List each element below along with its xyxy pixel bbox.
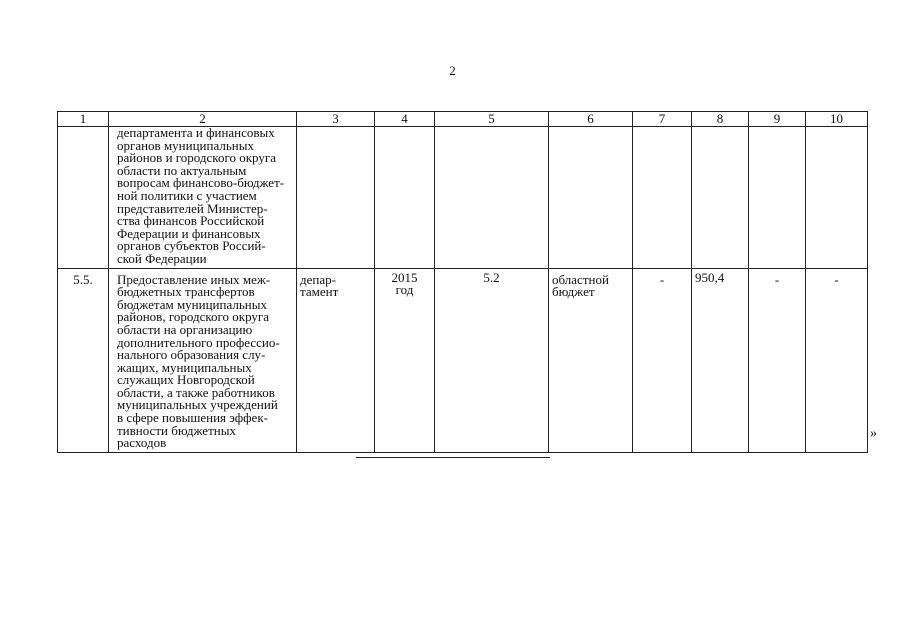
table-row: [58, 127, 868, 269]
amount-cell-7: -: [633, 268, 692, 452]
row-number-cell: 5.5.: [58, 268, 109, 452]
period-cell: 2015 год: [375, 268, 435, 452]
amount-cell-10: [806, 127, 868, 269]
executor-cell: депар- тамент: [297, 268, 375, 452]
page-number: 2: [449, 63, 456, 78]
header-cell-7: 7: [633, 112, 692, 127]
closing-quote: »: [870, 426, 877, 441]
amount-cell-9: -: [749, 268, 806, 452]
description-cell: департамента и финансовых органов муниципальных районов и городского округа области по актуальным вопросам финансово-бюджет- ной политики с участием представителей Министер- ства финансов Российской Федерации и финансовых органов субъектов Россий- ской Федерации: [109, 127, 297, 269]
header-cell-6: 6: [549, 112, 633, 127]
amount-cell-8: [692, 127, 749, 269]
amount-cell-7: [633, 127, 692, 269]
row-number-cell: [58, 127, 109, 269]
amount-cell-8: 950,4: [692, 268, 749, 452]
header-cell-4: 4: [375, 112, 435, 127]
header-cell-8: 8: [692, 112, 749, 127]
program-table: [57, 111, 868, 453]
period-cell: [375, 127, 435, 269]
amount-cell-9: [749, 127, 806, 269]
amount-cell-10: -: [806, 268, 868, 452]
description-cell: Предоставление иных меж- бюджетных трансфертов бюджетам муниципальных районов, городского округа области на организацию дополнительного профессио- нального образования слу- жащих, муниципальных служащих Новгородской области, а также работников муниципальных учреждений в сфере повышения эффек- тивности бюджетных расходов: [109, 268, 297, 452]
end-rule: [356, 457, 550, 458]
header-cell-9: 9: [749, 112, 806, 127]
table-row: [58, 268, 868, 452]
header-cell-2: 2: [109, 112, 297, 127]
header-cell-10: 10: [806, 112, 868, 127]
header-cell-5: 5: [435, 112, 549, 127]
executor-cell: [297, 127, 375, 269]
funding-source-cell: областной бюджет: [549, 268, 633, 452]
header-cell-1: 1: [58, 112, 109, 127]
target-indicator-cell: 5.2: [435, 268, 549, 452]
target-indicator-cell: [435, 127, 549, 269]
funding-source-cell: [549, 127, 633, 269]
header-cell-3: 3: [297, 112, 375, 127]
